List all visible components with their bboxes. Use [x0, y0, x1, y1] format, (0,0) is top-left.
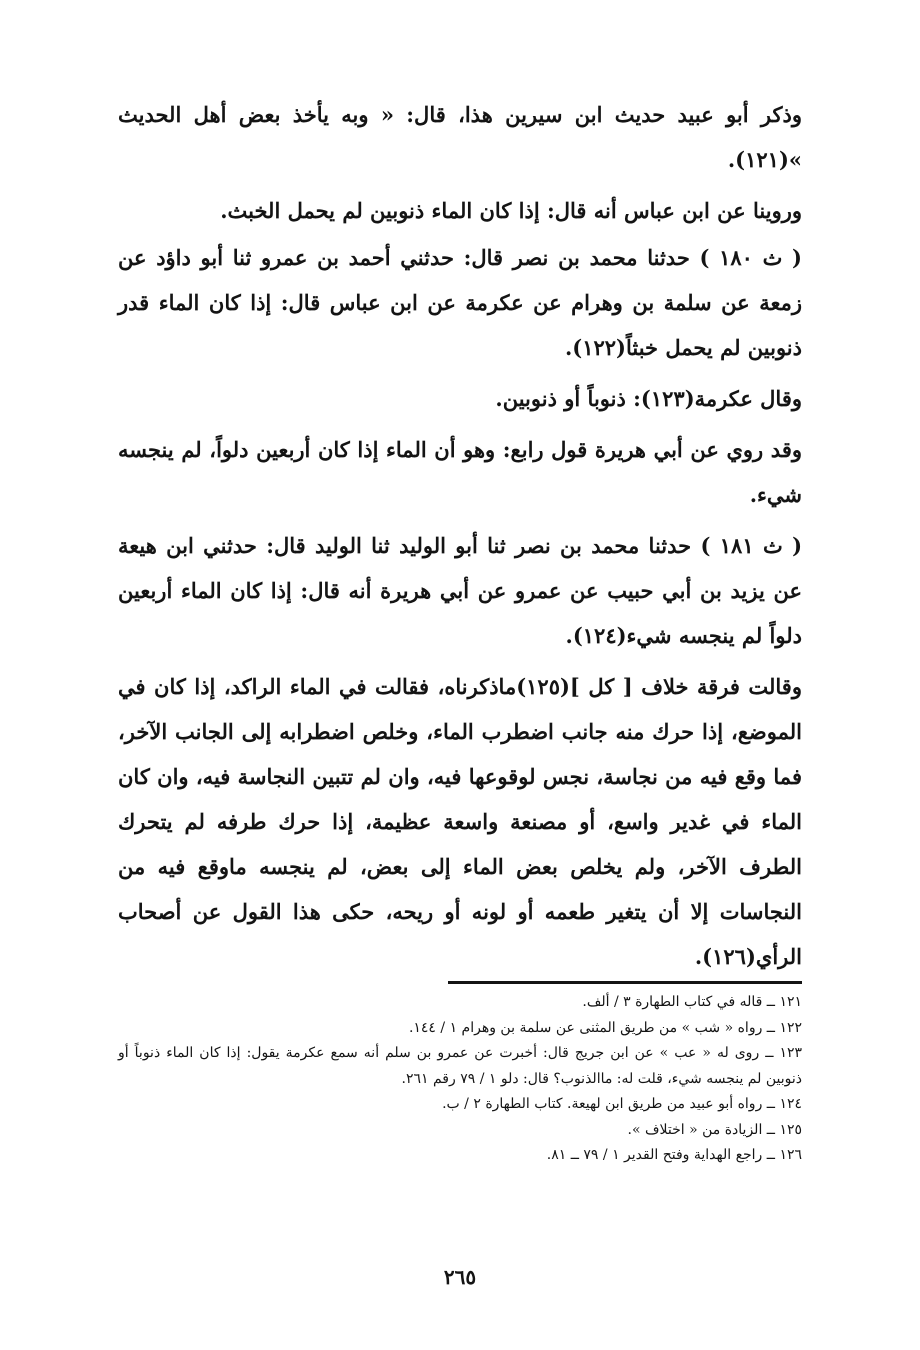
paragraph: وروينا عن ابن عباس أنه قال: إذا كان الماء ذنوبين لم يحمل الخبث. [220, 198, 802, 223]
paragraph: وقال عكرمة(١٢٣): ذنوباً أو ذنوبين. [495, 386, 802, 411]
footnotes [118, 990, 802, 1169]
footnote: ١٢٥ ــ الزيادة من « اختلاف ». [627, 1121, 802, 1138]
footnote: ١٢٤ ــ رواه أبو عبيد من طريق ابن لهيعة. كتاب الطهارة ٢ / ب. [442, 1096, 802, 1112]
paragraph: وقالت فرقة خلاف [ كل ](١٢٥)ماذكرناه، فقالت في الماء الراكد، إذا كان في الموضع، إذا حرك منه جانب اضطرب الماء، وخلص اضطرابه إلى الجانب الآخر، فما وقع فيه من نجاسة، نجس لوقوعها فيه، وان لم تتبين النجاسة فيه، وان كان الماء في غدير واسع، أو مصنعة واسعة عظيمة، إذا حرك طرفه لم يتحرك الطرف الآخر، ولم يخلص بعض الماء إلى بعض، لم ينجسه ماوقع فيه من النجاسات إلا أن يتغير طعمه أو لونه أو ريحه، حكى هذا القول عن أصحاب الرأي(١٢٦). [118, 674, 803, 969]
footnote: ١٢٢ ــ رواه « شب » من طريق المثنى عن سلمة بن وهرام ١ / ١٤٤. [408, 1019, 802, 1036]
footnote: ١٢٣ ــ روى له « عب » عن ابن جريج قال: أخبرت عن عمرو بن سلم أنه سمع عكرمة يقول: إذا كان الماء ذنوباً أو ذنوبين لم ينجسه شيء، قلت له: ماالذنوب؟ قال: دلو ١ / ٧٩ رقم ٢٦١. [118, 1045, 802, 1087]
paragraph: وقد روي عن أبي هريرة قول رابع: وهو أن الماء إذا كان أربعين دلواً، لم ينجسه شيء. [118, 437, 802, 507]
paragraph: ( ث ١٨١ ) حدثنا محمد بن نصر ثنا أبو الوليد ثنا الوليد قال: حدثني ابن هيعة عن يزيد بن أبي حبيب عن عمرو عن أبي هريرة أنه قال: إذا كان الماء أربعين دلواً لم ينجسه شيء(١٢٤). [118, 533, 803, 648]
paragraph: ( ث ١٨٠ ) حدثنا محمد بن نصر قال: حدثني أحمد بن عمرو ثنا أبو داؤد عن زمعة عن سلمة بن وهرام عن عكرمة عن ابن عباس قال: إذا كان الماء قدر ذنوبين لم يحمل خبثاً(١٢٢). [118, 245, 802, 360]
footnote-divider [448, 981, 802, 984]
footnote: ١٢١ ــ قاله في كتاب الطهارة ٣ / ألف. [582, 994, 802, 1010]
page-number: ٢٦٥ [443, 1265, 477, 1289]
footnote: ١٢٦ ــ راجع الهداية وفتح القدير ١ / ٧٩ ــ ٨١. [546, 1147, 802, 1163]
paragraph: وذكر أبو عبيد حديث ابن سيرين هذا، قال: « وبه يأخذ بعض أهل الحديث »(١٢١). [118, 102, 802, 172]
main-text [118, 92, 802, 985]
